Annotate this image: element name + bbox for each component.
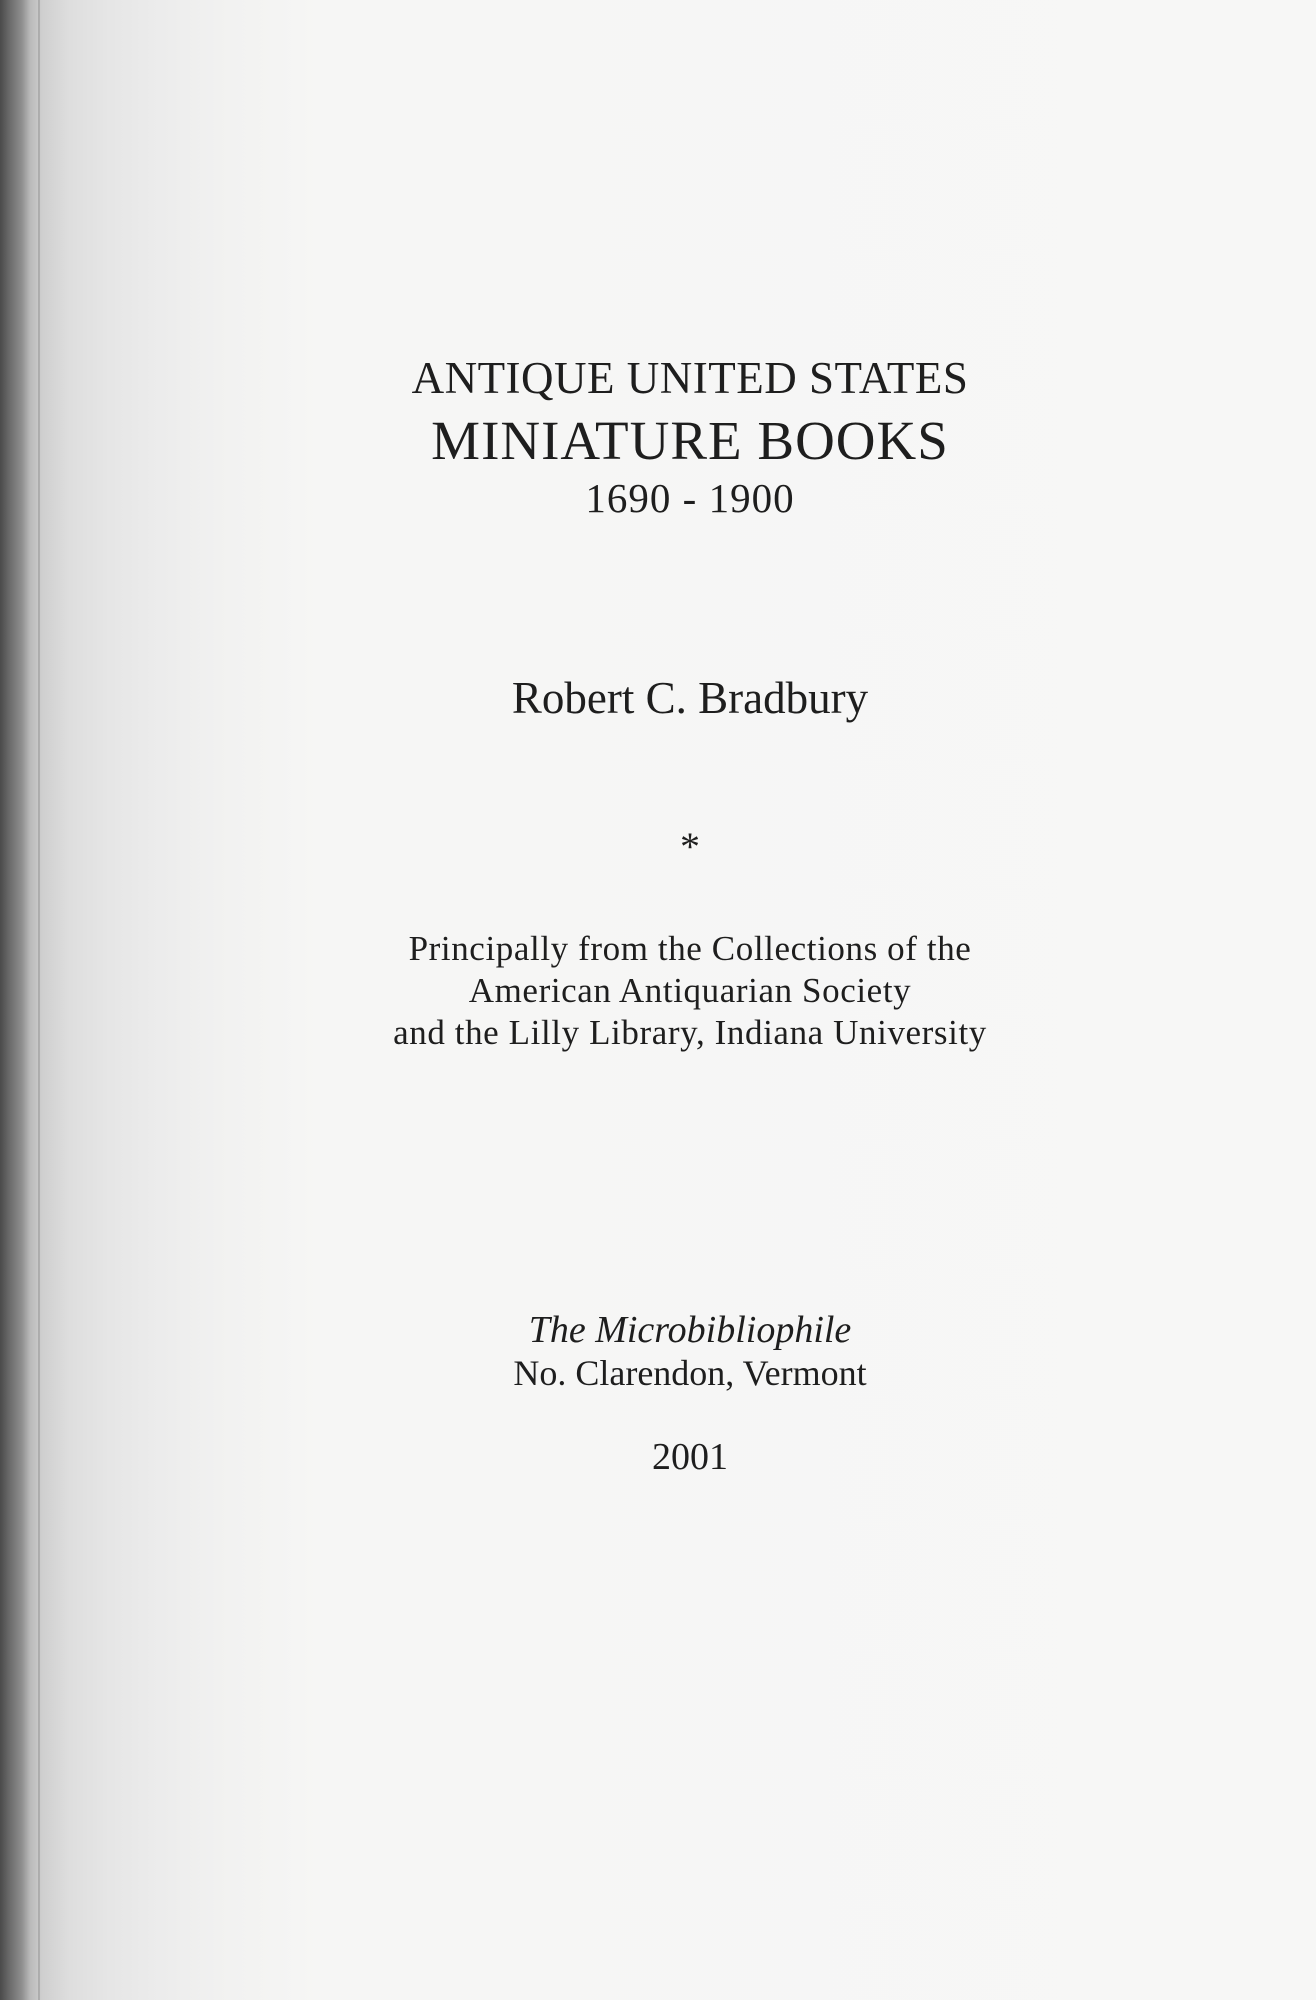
separator-asterisk: * bbox=[680, 824, 700, 869]
date-range: 1690 - 1900 bbox=[585, 475, 795, 521]
publication-year: 2001 bbox=[652, 1436, 728, 1478]
collections-note bbox=[0, 928, 1316, 1054]
publisher-place: No. Clarendon, Vermont bbox=[513, 1353, 867, 1393]
collections-line: American Antiquarian Society bbox=[468, 971, 912, 1010]
title-line-1: ANTIQUE UNITED STATES bbox=[411, 353, 969, 403]
collections-line: and the Lilly Library, Indiana University bbox=[393, 1013, 987, 1052]
title-line-2: MINIATURE BOOKS bbox=[431, 410, 949, 471]
collections-line: Principally from the Collections of the bbox=[408, 929, 972, 968]
author-name: Robert C. Bradbury bbox=[511, 673, 869, 723]
publisher-name: The Microbibliophile bbox=[528, 1309, 852, 1351]
